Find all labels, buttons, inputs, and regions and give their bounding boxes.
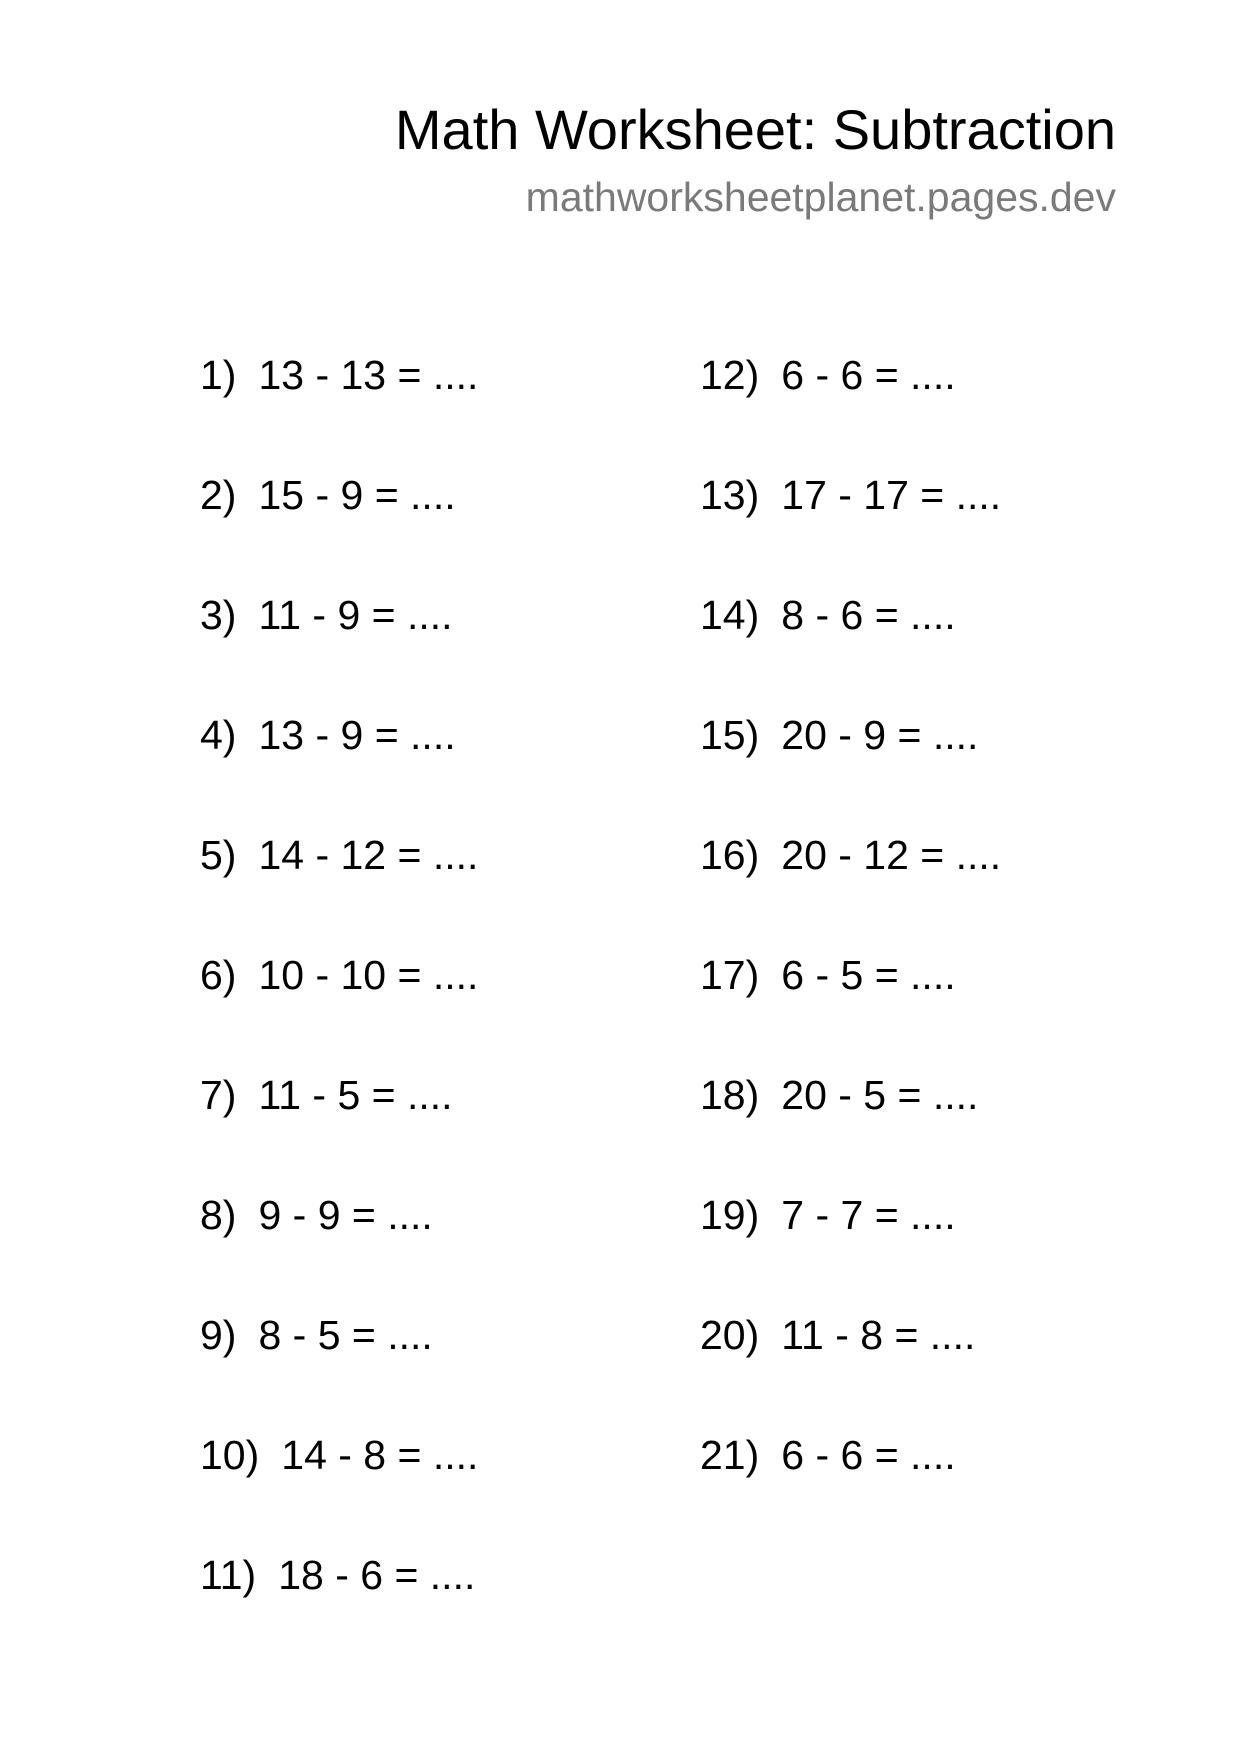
problem-expression: 13 - 13 = .... xyxy=(258,352,479,398)
problem-number: 12) xyxy=(700,352,760,398)
problem-item xyxy=(200,1430,478,1550)
problem-item xyxy=(200,950,478,1070)
problem-number: 17) xyxy=(700,952,760,998)
problem-expression: 15 - 9 = .... xyxy=(258,472,456,518)
page-title: Math Worksheet: Subtraction xyxy=(394,98,1116,161)
problem-number: 7) xyxy=(200,1072,237,1118)
problem-item xyxy=(700,470,1001,590)
problem-expression: 8 - 6 = .... xyxy=(781,592,956,638)
problem-item xyxy=(200,1550,478,1670)
problem-number: 11) xyxy=(200,1552,257,1598)
problem-expression: 8 - 5 = .... xyxy=(258,1312,433,1358)
problem-item xyxy=(200,350,478,470)
problem-expression: 6 - 6 = .... xyxy=(781,352,956,398)
problem-item xyxy=(700,1190,1001,1310)
problem-number: 3) xyxy=(200,592,237,638)
problem-item xyxy=(700,1310,1001,1430)
problem-expression: 6 - 5 = .... xyxy=(781,952,956,998)
problem-number: 15) xyxy=(700,712,760,758)
problem-expression: 20 - 12 = .... xyxy=(781,832,1002,878)
problem-number: 19) xyxy=(700,1192,760,1238)
problem-expression: 6 - 6 = .... xyxy=(781,1432,956,1478)
problem-number: 20) xyxy=(700,1312,760,1358)
problem-expression: 11 - 9 = .... xyxy=(258,592,453,638)
problem-item xyxy=(200,590,478,710)
problem-number: 2) xyxy=(200,472,237,518)
problem-expression: 17 - 17 = .... xyxy=(781,472,1002,518)
problem-number: 10) xyxy=(200,1432,260,1478)
problem-number: 4) xyxy=(200,712,237,758)
problem-number: 13) xyxy=(700,472,760,518)
problem-item xyxy=(200,1070,478,1190)
problem-expression: 11 - 5 = .... xyxy=(258,1072,453,1118)
problem-expression: 13 - 9 = .... xyxy=(258,712,456,758)
problem-item xyxy=(700,1430,1001,1550)
problem-expression: 20 - 9 = .... xyxy=(781,712,979,758)
problem-expression: 14 - 8 = .... xyxy=(281,1432,479,1478)
problem-number: 8) xyxy=(200,1192,237,1238)
problem-item xyxy=(200,1190,478,1310)
problem-expression: 9 - 9 = .... xyxy=(258,1192,433,1238)
site-url: mathworksheetplanet.pages.dev xyxy=(525,174,1116,221)
problem-expression: 10 - 10 = .... xyxy=(258,952,479,998)
problem-item xyxy=(700,830,1001,950)
worksheet-header xyxy=(395,98,1116,222)
problem-item xyxy=(700,710,1001,830)
problem-item xyxy=(200,1310,478,1430)
problem-number: 1) xyxy=(200,352,237,398)
problem-number: 14) xyxy=(700,592,760,638)
problem-number: 6) xyxy=(200,952,237,998)
problem-item xyxy=(700,350,1001,470)
problem-number: 16) xyxy=(700,832,760,878)
problem-number: 5) xyxy=(200,832,237,878)
problems-column-right xyxy=(700,350,1001,1550)
problem-expression: 11 - 8 = .... xyxy=(781,1312,976,1358)
problem-expression: 7 - 7 = .... xyxy=(781,1192,956,1238)
problem-item xyxy=(200,470,478,590)
problem-item xyxy=(700,950,1001,1070)
problem-item xyxy=(200,710,478,830)
problem-item xyxy=(700,1070,1001,1190)
problem-number: 21) xyxy=(700,1432,760,1478)
problem-item xyxy=(700,590,1001,710)
problems-column-left xyxy=(200,350,478,1670)
problem-item xyxy=(200,830,478,950)
problem-expression: 18 - 6 = .... xyxy=(278,1552,476,1598)
problem-number: 9) xyxy=(200,1312,237,1358)
problem-number: 18) xyxy=(700,1072,760,1118)
problem-expression: 20 - 5 = .... xyxy=(781,1072,979,1118)
problem-expression: 14 - 12 = .... xyxy=(258,832,479,878)
